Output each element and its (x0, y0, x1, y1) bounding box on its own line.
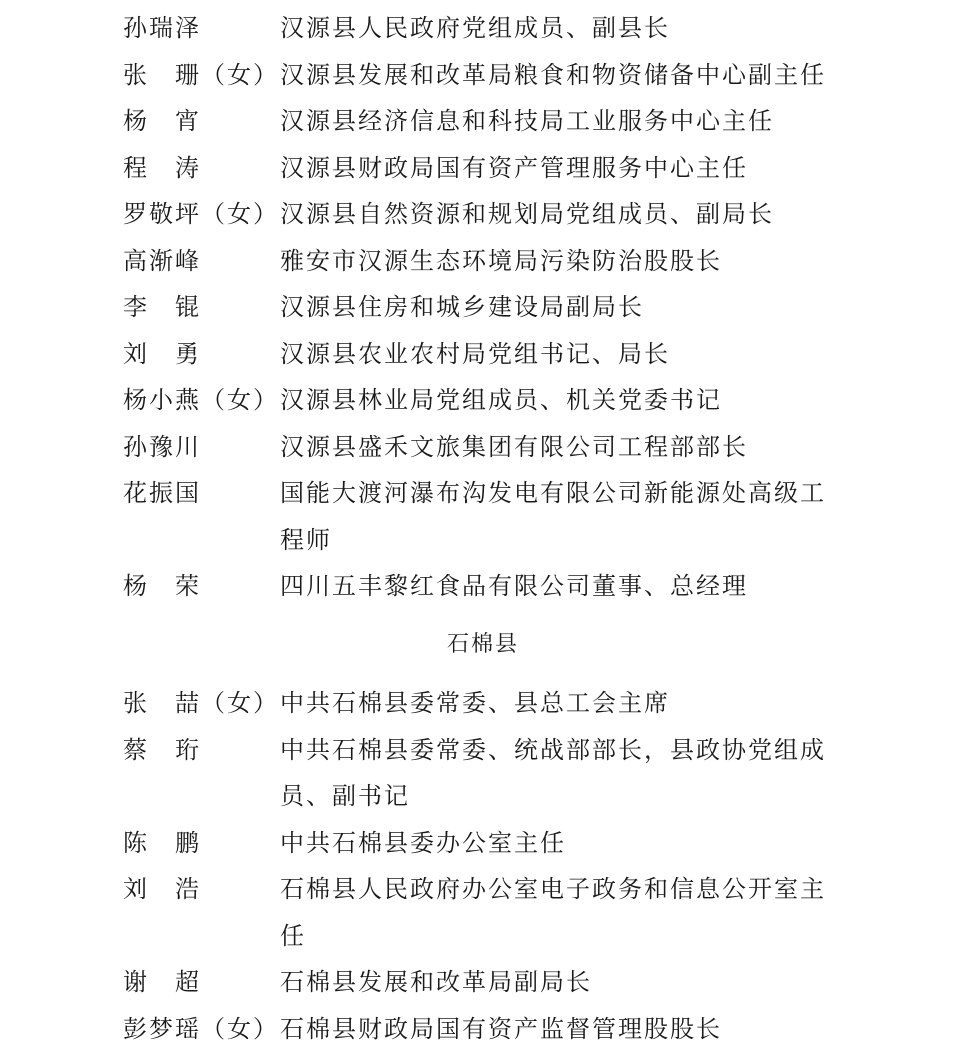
person-name: 蔡 珩 (123, 727, 280, 774)
list-item (123, 959, 843, 1006)
person-name: 张 喆（女） (123, 680, 280, 727)
person-position: 汉源县盛禾文旅集团有限公司工程部部长 (280, 424, 843, 471)
list-item (123, 680, 843, 727)
person-position: 石棉县人民政府办公室电子政务和信息公开室主任 (280, 866, 843, 959)
list-item (123, 727, 843, 820)
list-item (123, 866, 843, 959)
person-name: 刘 勇 (123, 331, 280, 378)
person-name: 李 锟 (123, 284, 280, 331)
person-name: 杨小燕（女） (123, 377, 280, 424)
list-item (123, 563, 843, 610)
list-item (123, 1006, 843, 1052)
person-position: 石棉县发展和改革局副局长 (280, 959, 843, 1006)
list-item (123, 424, 843, 471)
person-name: 张 珊（女） (123, 52, 280, 99)
person-name: 谢 超 (123, 959, 280, 1006)
person-position: 中共石棉县委常委、统战部部长，县政协党组成员、副书记 (280, 727, 843, 820)
person-name: 杨 宵 (123, 98, 280, 145)
person-name: 陈 鹏 (123, 820, 280, 867)
list-item (123, 284, 843, 331)
person-position: 中共石棉县委办公室主任 (280, 820, 843, 867)
person-name: 罗敬坪（女） (123, 191, 280, 238)
person-name: 花振国 (123, 470, 280, 517)
person-position: 汉源县发展和改革局粮食和物资储备中心副主任 (280, 52, 843, 99)
person-position: 汉源县林业局党组成员、机关党委书记 (280, 377, 843, 424)
person-position: 汉源县自然资源和规划局党组成员、副局长 (280, 191, 843, 238)
personnel-list-document (123, 5, 843, 1052)
person-name: 程 涛 (123, 145, 280, 192)
list-item (123, 470, 843, 563)
list-item (123, 145, 843, 192)
section-heading: 石棉县 (123, 622, 763, 669)
person-name: 孙瑞泽 (123, 5, 280, 52)
person-position: 国能大渡河瀑布沟发电有限公司新能源处高级工程师 (280, 470, 843, 563)
person-position: 汉源县经济信息和科技局工业服务中心主任 (280, 98, 843, 145)
list-item (123, 331, 843, 378)
person-name: 彭梦瑶（女） (123, 1006, 280, 1052)
list-item (123, 238, 843, 285)
list-item (123, 377, 843, 424)
person-name: 刘 浩 (123, 866, 280, 913)
list-item (123, 5, 843, 52)
person-position: 雅安市汉源生态环境局污染防治股股长 (280, 238, 843, 285)
person-position: 汉源县农业农村局党组书记、局长 (280, 331, 843, 378)
person-position: 石棉县财政局国有资产监督管理股股长 (280, 1006, 843, 1052)
person-name: 孙豫川 (123, 424, 280, 471)
list-item (123, 820, 843, 867)
person-position: 四川五丰黎红食品有限公司董事、总经理 (280, 563, 843, 610)
person-name: 杨 荣 (123, 563, 280, 610)
list-item (123, 191, 843, 238)
person-position: 中共石棉县委常委、县总工会主席 (280, 680, 843, 727)
list-item (123, 52, 843, 99)
list-item (123, 98, 843, 145)
person-position: 汉源县财政局国有资产管理服务中心主任 (280, 145, 843, 192)
person-position: 汉源县人民政府党组成员、副县长 (280, 5, 843, 52)
person-position: 汉源县住房和城乡建设局副局长 (280, 284, 843, 331)
person-name: 高渐峰 (123, 238, 280, 285)
